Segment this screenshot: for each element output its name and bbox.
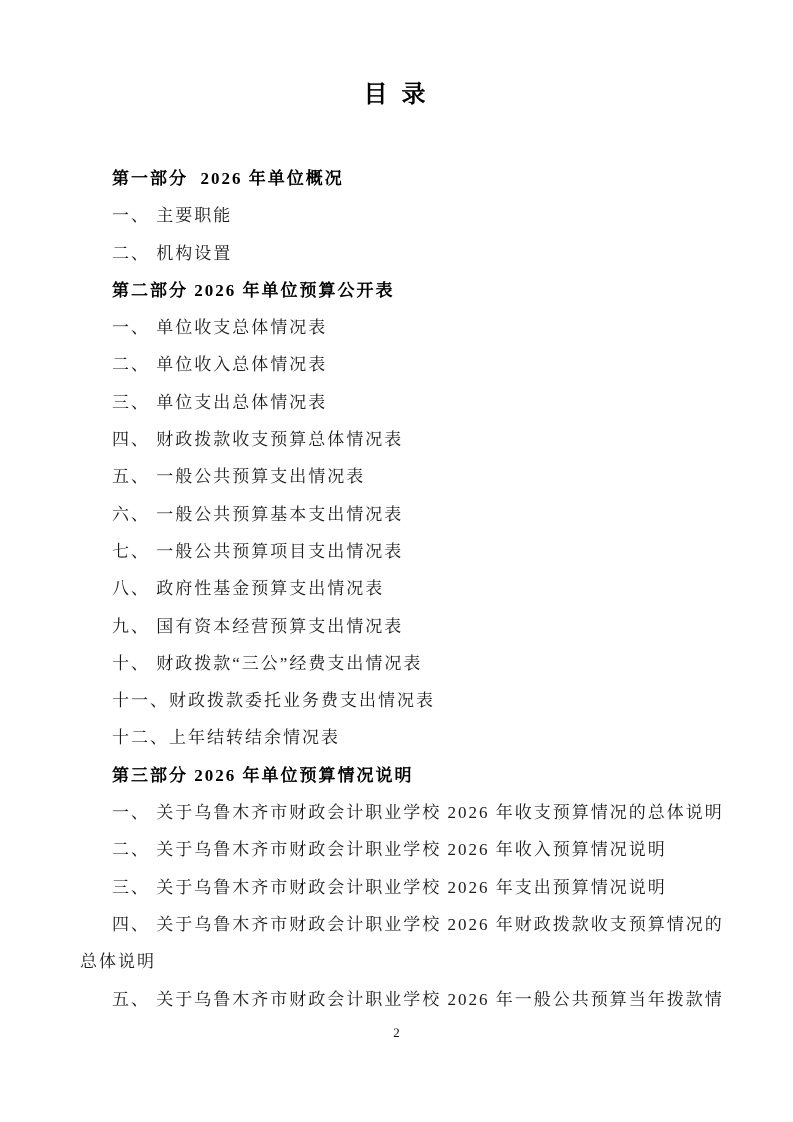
toc-entry: 五、 关于乌鲁木齐市财政会计职业学校 2026 年一般公共预算当年拨款情: [112, 989, 724, 1009]
toc-entry: 四、 关于乌鲁木齐市财政会计职业学校 2026 年财政拨款收支预算情况的: [112, 914, 724, 934]
toc-entry: 八、 政府性基金预算支出情况表: [112, 579, 385, 599]
toc-entry: 一、 单位收支总体情况表: [112, 318, 328, 338]
toc-entry: 一、 主要职能: [112, 206, 233, 226]
toc-entry: 二、 关于乌鲁木齐市财政会计职业学校 2026 年收入预算情况说明: [112, 840, 667, 860]
toc-entry-continuation: 总体说明: [80, 952, 156, 972]
table-of-contents: [0, 160, 793, 1018]
page-title: 目 录: [363, 82, 430, 108]
page-footer: [0, 1024, 793, 1042]
page-number: 2: [393, 1025, 400, 1040]
toc-section-heading: 第二部分 2026 年单位预算公开表: [112, 280, 395, 300]
toc-entry: 二、 机构设置: [112, 243, 233, 263]
toc-entry: 十、 财政拨款“三公”经费支出情况表: [112, 653, 423, 673]
toc-entry: 三、 关于乌鲁木齐市财政会计职业学校 2026 年支出预算情况说明: [112, 877, 667, 897]
toc-entry: 十一、财政拨款委托业务费支出情况表: [112, 691, 435, 711]
toc-entry: 四、 财政拨款收支预算总体情况表: [112, 430, 404, 450]
toc-section-heading: 第一部分 2026 年单位概况: [112, 169, 344, 188]
toc-entry: 六、 一般公共预算基本支出情况表: [112, 504, 404, 524]
toc-entry: 三、 单位支出总体情况表: [112, 392, 328, 412]
toc-entry: 二、 单位收入总体情况表: [112, 355, 328, 375]
toc-section-heading: 第三部分 2026 年单位预算情况说明: [112, 765, 414, 785]
toc-entry: 五、 一般公共预算支出情况表: [112, 467, 366, 487]
toc-entry: 七、 一般公共预算项目支出情况表: [112, 541, 404, 561]
toc-entry: 一、 关于乌鲁木齐市财政会计职业学校 2026 年收支预算情况的总体说明: [112, 803, 724, 823]
toc-entry: 九、 国有资本经营预算支出情况表: [112, 616, 404, 636]
toc-entry: 十二、上年结转结余情况表: [112, 728, 340, 748]
